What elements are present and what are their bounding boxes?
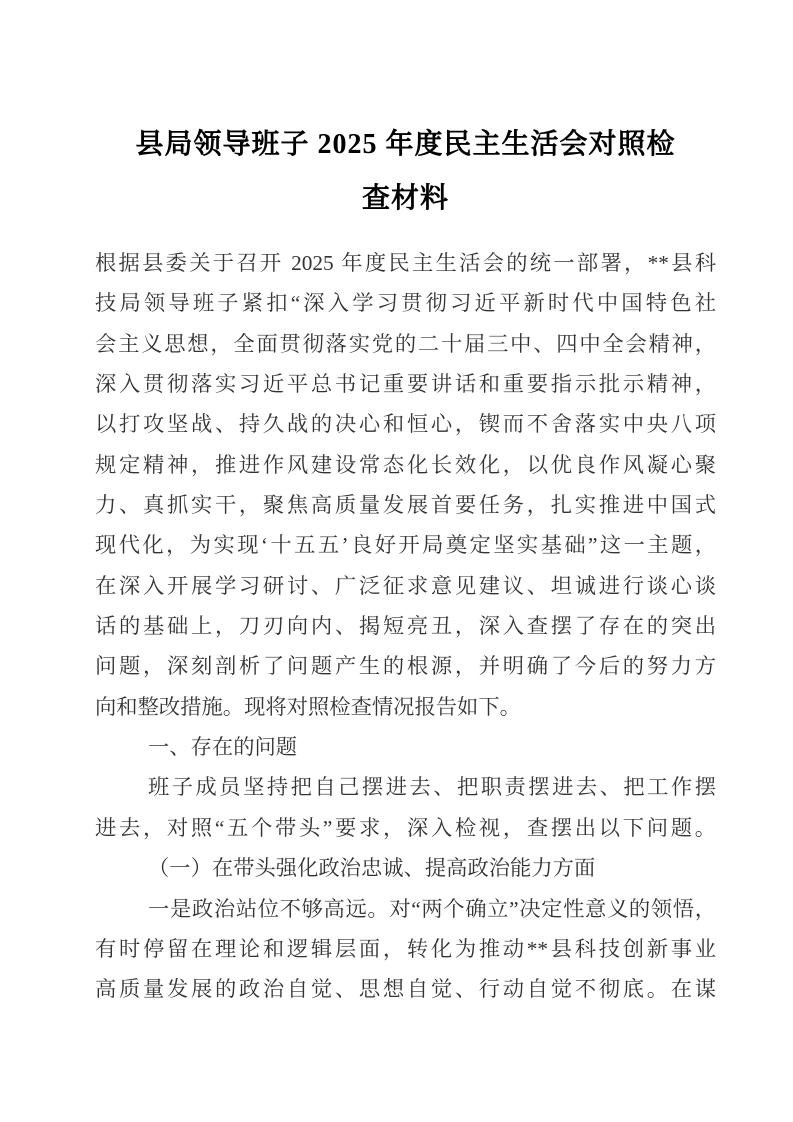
body-line: 力、真抓实干，聚焦高质量发展首要任务，扎实推进中国式: [95, 493, 716, 518]
body-line: 规定精神，推进作风建设常态化长效化，以优良作风凝心聚: [95, 452, 716, 477]
body-line-subsection-heading: （一）在带头强化政治忠诚、提高政治能力方面: [148, 856, 596, 881]
body-line: 问题，深刻剖析了问题产生的根源，并明确了今后的努力方: [95, 654, 716, 679]
document-title: [95, 118, 716, 226]
body-line: 深入贯彻落实习近平总书记重要讲话和重要指示批示精神，: [95, 372, 716, 397]
body-line: 根据县委关于召开 2025 年度民主生活会的统一部署，**县科: [95, 251, 716, 275]
document-body: [95, 243, 716, 1010]
body-line: 班子成员坚持把自己摆进去、把职责摆进去、把工作摆: [148, 775, 716, 800]
body-line: 会主义思想，全面贯彻落实党的二十届三中、四中全会精神，: [95, 331, 716, 356]
body-line: 在深入开展学习研讨、广泛征求意见建议、坦诚进行谈心谈: [95, 573, 716, 598]
body-line: 有时停留在理论和逻辑层面，转化为推动**县科技创新事业: [95, 936, 716, 961]
body-line-section-heading: 一、存在的问题: [148, 735, 298, 760]
body-line: 以打攻坚战、持久战的决心和恒心，锲而不舍落实中央八项: [95, 412, 716, 437]
document-title-line-2: 查材料: [361, 183, 449, 214]
body-line: 技局领导班子紧扣“深入学习贯彻习近平新时代中国特色社: [95, 291, 716, 316]
document-title-line-1: 县局领导班子 2025 年度民主生活会对照检: [135, 129, 676, 160]
body-line: 一是政治站位不够高远。对“两个确立”决定性意义的领悟，: [148, 896, 716, 921]
body-line: 向和整改措施。现将对照检查情况报告如下。: [95, 694, 521, 719]
body-line: 话的基础上，刀刃向内、揭短亮丑，深入查摆了存在的突出: [95, 614, 716, 639]
body-line: 现代化，为实现‘十五五’良好开局奠定坚实基础”这一主题，: [95, 533, 716, 558]
body-line: 进去，对照“五个带头”要求，深入检视，查摆出以下问题。: [95, 815, 716, 840]
body-line: 高质量发展的政治自觉、思想自觉、行动自觉不彻底。在谋: [95, 977, 716, 1002]
